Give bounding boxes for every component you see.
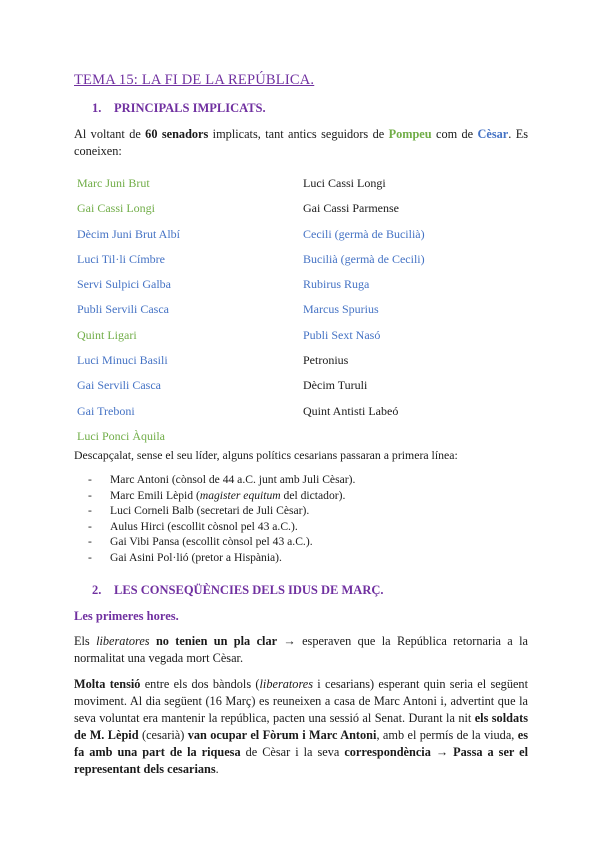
- tensio-text-3: (cesarià): [138, 728, 188, 742]
- conspirator-name: Quint Antisti Labeó: [303, 403, 399, 418]
- tensio-text-2: i cesarians) esperant quin seria el següent moviment. Al dia següent (16 Març) es reuneixen a casa de Marc Antoni i, advertint que la seva voluntat era mantenir la república, pacten una sessió al Senat. Durant la nit: [74, 677, 529, 725]
- tensio-bold-3: van ocupar el Fòrum i Marc Antoni: [187, 728, 377, 742]
- lib-bold: no tenien un pla clar: [149, 634, 278, 648]
- lib-italic: liberatores: [96, 634, 150, 648]
- tensio-text: entre els dos bàndols (: [140, 677, 260, 691]
- conspirator-name: Publi Servili Casca: [77, 302, 169, 317]
- conspirator-name: Servi Sulpici Galba: [77, 277, 171, 292]
- list-text: Luci Corneli Balb (secretari de Juli Cèsar).: [110, 504, 310, 518]
- conspirator-name: Luci Minuci Basili: [77, 353, 168, 368]
- conspirator-name: Gai Cassi Longi: [77, 201, 155, 216]
- section-2-number: 2.: [92, 583, 102, 597]
- liberatores-paragraph: [74, 633, 528, 667]
- intro-pompeu: Pompeu: [388, 127, 432, 141]
- section-1-title: PRINCIPALS IMPLICATS.: [114, 101, 266, 115]
- tensio-bold-4: es fa amb una part de la riquesa: [74, 728, 529, 759]
- conspirator-name: Dècim Juni Brut Albí: [77, 226, 180, 241]
- descap-paragraph: Descapçalat, sense el seu líder, alguns polítics cesarians passaran a primera línea:: [74, 448, 458, 462]
- conspirators-left-column: [77, 175, 180, 453]
- list-text: Marc Emili Lèpid (: [110, 488, 200, 502]
- list-text-2: del dictador).: [280, 488, 346, 502]
- list-item: [88, 534, 355, 550]
- list-dash: -: [88, 504, 92, 518]
- tensio-bold: Molta tensió: [74, 677, 141, 691]
- tensio-text-5: de Cèsar i la seva: [240, 745, 345, 759]
- conspirator-name: Bucilià (germà de Cecili): [303, 251, 425, 266]
- tensio-italic: liberatores: [259, 677, 314, 691]
- lib-text: Els: [74, 634, 97, 648]
- conspirator-name: Luci Til·li Címbre: [77, 251, 166, 266]
- section-2-heading: [92, 583, 384, 598]
- tensio-text-6: .: [215, 762, 219, 776]
- conspirator-name: Marc Juni Brut: [77, 176, 150, 190]
- conspirator-name: Gai Cassi Parmense: [303, 201, 399, 216]
- conspirator-name: Rubirus Ruga: [303, 277, 370, 292]
- list-item: [88, 503, 355, 519]
- list-text: Aulus Hirci (escollit còsnol pel 43 a.C.).: [110, 519, 298, 533]
- list-dash: -: [88, 535, 92, 549]
- conspirator-name: Cecili (germà de Bucilià): [303, 226, 425, 241]
- conspirator-name: Dècim Turuli: [303, 378, 368, 393]
- intro-paragraph: [74, 126, 528, 160]
- conspirator-name: Marcus Spurius: [303, 302, 379, 317]
- conspirator-name: Gai Servili Casca: [77, 378, 161, 393]
- lib-text-2: → esperaven que la República retornaria a la normalitat una vegada mort Cèsar.: [74, 634, 529, 665]
- list-dash: -: [88, 519, 92, 533]
- intro-text-4: . Es coneixen:: [74, 127, 528, 158]
- intro-text-3: com de: [431, 127, 478, 141]
- conspirator-name: Luci Ponci Àquila: [77, 428, 165, 443]
- conspirator-name: Petronius: [303, 353, 349, 368]
- list-italic: magister equitum: [199, 488, 281, 502]
- section-1-number: 1.: [92, 101, 102, 115]
- tensio-text-4: , amb el permís de la viuda,: [376, 728, 518, 742]
- intro-cesar: Cèsar: [477, 127, 509, 141]
- tensio-bold-2: els soldats de M. Lèpid: [74, 711, 528, 742]
- list-text: Gai Asini Pol·lió (pretor a Hispània).: [110, 550, 282, 564]
- sub-heading: Les primeres hores.: [74, 609, 179, 623]
- conspirator-name: Gai Treboni: [77, 403, 135, 418]
- tensio-paragraph: [74, 676, 528, 778]
- list-dash: -: [88, 550, 92, 564]
- document-title: TEMA 15: LA FI DE LA REPÚBLICA.: [74, 72, 315, 88]
- tensio-bold-5: correspondència → Passa a ser el representant dels cesarians: [74, 745, 529, 776]
- section-2-title: LES CONSEQÜÈNCIES DELS IDUS DE MARÇ.: [114, 583, 384, 597]
- intro-text: Al voltant de: [74, 127, 146, 141]
- intro-text-2: implicats, tant antics seguidors de: [208, 127, 389, 141]
- list-dash: -: [88, 488, 92, 502]
- conspirator-name: Publi Sext Nasó: [303, 327, 381, 342]
- list-text: Gai Vibi Pansa (escollit cònsol pel 43 a.C.).: [110, 535, 313, 549]
- list-item: [88, 472, 355, 488]
- cesarians-list: [88, 472, 355, 566]
- section-1-heading: [92, 101, 266, 116]
- conspirators-right-column: [303, 175, 425, 428]
- list-dash: -: [88, 473, 92, 486]
- list-item: [88, 519, 355, 535]
- list-item: [88, 550, 355, 566]
- conspirator-name: Luci Cassi Longi: [303, 176, 386, 190]
- list-text: Marc Antoni (cònsol de 44 a.C. junt amb Juli Cèsar).: [110, 473, 356, 486]
- conspirator-name: Quint Ligari: [77, 327, 137, 342]
- list-item: [88, 488, 355, 504]
- intro-senators: 60 senadors: [145, 127, 209, 141]
